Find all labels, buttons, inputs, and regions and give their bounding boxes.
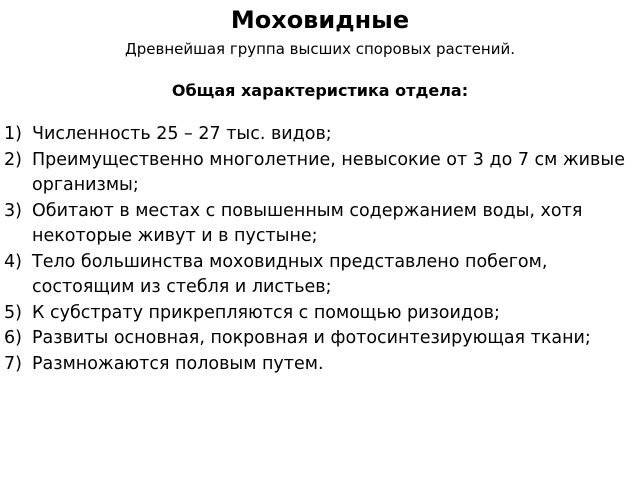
slide-title: Моховидные	[230, 6, 410, 34]
list-item-text: Численность 25 – 27 тыс. видов;	[32, 124, 332, 144]
list-item-number: 7)	[4, 353, 22, 374]
characteristics-list	[0, 122, 640, 377]
list-item	[0, 250, 640, 301]
list-item	[0, 148, 640, 199]
section-heading: Общая характеристика отдела:	[171, 81, 469, 100]
list-item	[0, 352, 640, 378]
list-item-number: 3)	[4, 200, 22, 221]
list-item-number: 1)	[4, 124, 22, 144]
slide-subtitle: Древнейшая группа высших споровых растений.	[125, 40, 515, 58]
list-item-text: Тело большинства моховидных представлено побегом, состоящим из стебля и листьев;	[32, 251, 548, 297]
list-item-text: Размножаются половым путем.	[32, 353, 324, 374]
list-item	[0, 122, 640, 148]
list-item-text: Развиты основная, покровная и фотосинтезирующая ткани;	[32, 328, 591, 348]
list-item-number: 5)	[4, 302, 22, 323]
list-item-number: 6)	[4, 328, 22, 348]
list-item-text: Преимущественно многолетние, невысокие от 3 до 7 см живые организмы;	[32, 149, 625, 195]
list-item	[0, 199, 640, 250]
list-item-number: 2)	[4, 149, 22, 170]
list-item-text: Обитают в местах с повышенным содержанием воды, хотя некоторые живут и в пустыне;	[32, 200, 583, 246]
list-item-text: К субстрату прикрепляются с помощью ризоидов;	[32, 302, 500, 323]
list-item	[0, 301, 640, 327]
list-item-number: 4)	[4, 251, 22, 272]
list-item	[0, 326, 640, 352]
